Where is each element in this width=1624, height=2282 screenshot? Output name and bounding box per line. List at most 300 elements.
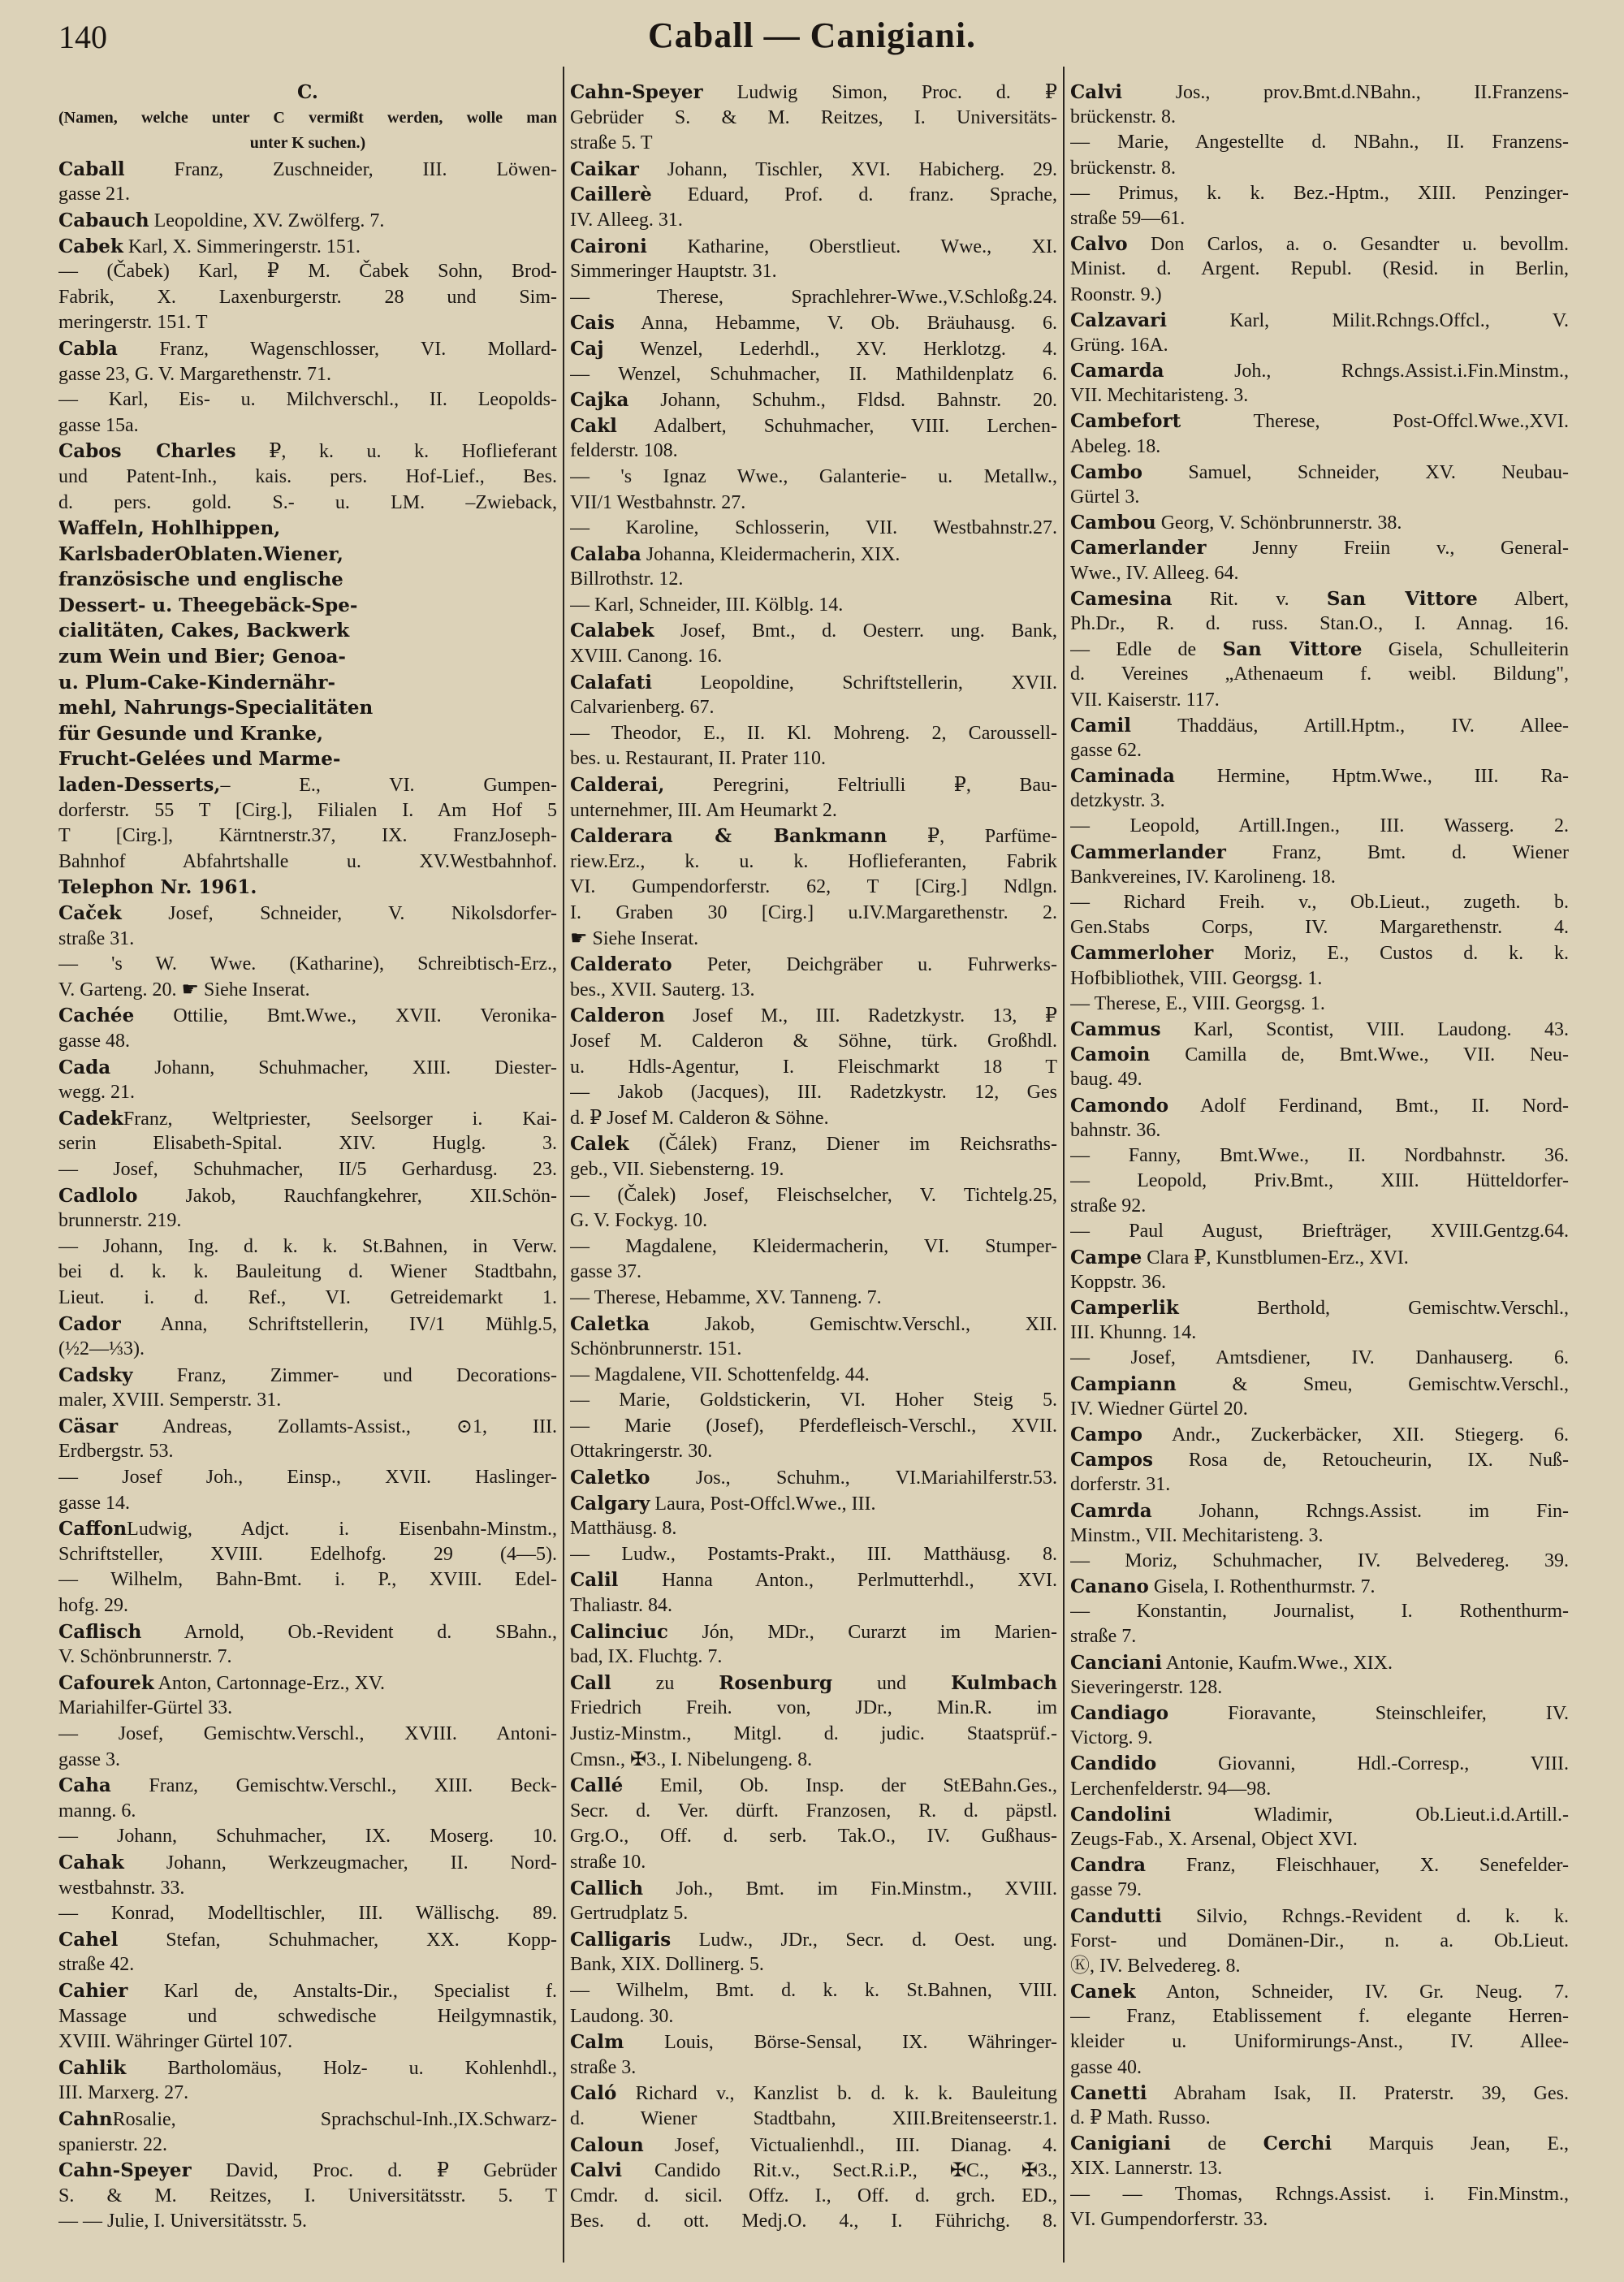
directory-line	[1070, 510, 1569, 535]
entry-name: Cafourek	[58, 1671, 154, 1694]
entry-name: Cabek	[58, 235, 123, 257]
directory-line	[1070, 1320, 1569, 1346]
entry-text: Jakob, Gemischtw.Verschl., XII.	[650, 1313, 1057, 1335]
directory-line	[58, 1234, 557, 1260]
entry-text: – E., VI. Gumpen-	[220, 775, 557, 797]
entry-text: Zeugs-Fab., X. Arsenal, Object XVI.	[1070, 1828, 1358, 1850]
entry-text: geb., VII. Siebensterng. 19.	[570, 1158, 784, 1180]
entry-text: Josef, Victualienhdl., III. Dianag. 4.	[643, 2134, 1057, 2156]
entry-name: Caha	[58, 1774, 111, 1797]
directory-line	[570, 901, 1057, 927]
entry-name: Canano	[1070, 1575, 1149, 1598]
directory-column-1	[58, 80, 557, 2235]
directory-line	[570, 336, 1057, 362]
entry-text: Louis, Börse-Sensal, IX. Währinger-	[624, 2032, 1057, 2054]
directory-line	[570, 1131, 1057, 1157]
directory-line	[570, 1414, 1057, 1440]
entry-name: Cahlik	[58, 2056, 127, 2079]
directory-line	[570, 2055, 1057, 2081]
directory-line	[58, 1748, 557, 1774]
directory-line	[1070, 1295, 1569, 1320]
directory-line	[570, 2158, 1057, 2184]
entry-text: — Leopold, Artill.Ingen., III. Wasserg. 2.	[1070, 815, 1569, 837]
directory-line	[58, 1183, 557, 1209]
entry-text: spanierstr. 22.	[58, 2133, 167, 2155]
entry-text: — (Čabek) Karl, ₽ M. Čabek Sohn, Brod-	[58, 261, 557, 283]
entry-name: Calvi	[1070, 81, 1123, 103]
directory-line	[1070, 2156, 1569, 2181]
directory-line	[58, 234, 557, 260]
directory-line	[1070, 612, 1569, 637]
entry-text: Marquis Jean, E.,	[1332, 2133, 1569, 2155]
entry-text: Bank, XIX. Dollinerg. 5.	[570, 1954, 764, 1976]
entry-text: unternehmer, III. Am Heumarkt 2.	[570, 799, 837, 821]
directory-line	[58, 1029, 557, 1055]
entry-text: — Ludw., Postamts-Prakt., III. Matthäusg. 8.	[570, 1543, 1057, 1565]
entry-text: Johann, Schuhm., Fldsd. Bahnstr. 20.	[628, 390, 1057, 412]
entry-text: — Richard Freih. v., Ob.Lieut., zugeth. b.	[1070, 892, 1569, 913]
directory-line	[570, 516, 1057, 542]
entry-text: Laura, Post-Offcl.Wwe., III.	[650, 1493, 876, 1515]
directory-line	[570, 1952, 1057, 1978]
entry-text: — Jakob (Jacques), III. Radetzkystr. 12, Ges	[570, 1082, 1057, 1104]
directory-line	[1070, 308, 1569, 333]
directory-line	[58, 1952, 557, 1978]
directory-line	[570, 285, 1057, 311]
entry-name: Cambou	[1070, 512, 1156, 534]
entry-name: Cahier	[58, 1979, 128, 2002]
entry-text: — Leopold, Priv.Bmt., XIII. Hütteldorfer-	[1070, 1170, 1569, 1192]
entry-text: — Wilhelm, Bahn-Bmt. i. P., XVIII. Edel-	[58, 1569, 557, 1591]
entry-text: dorferstr. 55 T [Cirg.], Filialen I. Am Hof 5	[58, 799, 557, 821]
entry-text: — Josef, Amtsdiener, IV. Danhauserg. 6.	[1070, 1347, 1569, 1369]
entry-name: Caminada	[1070, 765, 1175, 788]
directory-line	[570, 2081, 1057, 2107]
entry-text: — Magdalene, Kleidermacherin, VI. Stumper-	[570, 1235, 1057, 1257]
entry-text: serin Elisabeth-Spital. XIV. Huglg. 3.	[58, 1133, 557, 1155]
entry-text: — Marie, Angestellte d. NBahn., II. Franzens-	[1070, 132, 1569, 153]
directory-line	[58, 772, 557, 798]
entry-text: XIX. Lannerstr. 13.	[1070, 2158, 1223, 2180]
entry-text: — Edle de	[1070, 639, 1223, 661]
entry-text: Leopoldine, Schriftstellerin, XVII.	[652, 672, 1057, 694]
entry-text: — Therese, Hebamme, XV. Tanneng. 7.	[570, 1286, 882, 1308]
entry-text: gasse 79.	[1070, 1879, 1142, 1901]
directory-line	[1070, 1067, 1569, 1092]
directory-line	[58, 1670, 557, 1696]
entry-text: d. pers. gold. S.- u. LM. –Zwieback,	[58, 491, 557, 513]
entry-text: Antonie, Kaufm.Wwe., XIX.	[1162, 1652, 1393, 1674]
directory-line	[1070, 1979, 1569, 2004]
entry-text: Jenny Freiin v., General-	[1206, 538, 1569, 560]
entry-text: — Franz, Etablissement f. elegante Herren-	[1070, 2006, 1569, 2028]
entry-text: brückenstr. 8.	[1070, 106, 1176, 128]
entry-text: d. Vereines „Athenaeum f. weibl. Bildung",	[1070, 663, 1569, 685]
entry-name: Cakl	[570, 414, 617, 437]
directory-line	[58, 798, 557, 824]
directory-line	[1070, 637, 1569, 662]
directory-line	[58, 1593, 557, 1619]
directory-line	[1070, 460, 1569, 485]
entry-text: Hanna Anton., Perlmutterhdl., XVI.	[618, 1570, 1057, 1592]
entry-text: Minist. d. Argent. Republ. (Resid. in Berlin,	[1070, 258, 1569, 280]
entry-text: I. Graben 30 [Cirg.] u.IV.Margarethenstr. 2.	[570, 902, 1057, 923]
entry-name: Cahn-Speyer	[570, 81, 703, 103]
entry-name: Calaba	[570, 542, 641, 565]
entry-name: Calligaris	[570, 1928, 672, 1951]
directory-line	[1070, 485, 1569, 510]
entry-text: Anton, Schneider, IV. Gr. Neug. 7.	[1135, 1982, 1569, 2003]
directory-line	[58, 1516, 557, 1542]
entry-text: ₽, k. u. k. Hoflieferant	[235, 441, 557, 463]
directory-line	[58, 182, 557, 208]
entry-text: gasse 23, G. V. Margarethenstr. 71.	[58, 363, 331, 385]
entry-text: Therese, Post-Offcl.Wwe.,XVI.	[1181, 411, 1569, 433]
directory-line	[1070, 1397, 1569, 1422]
entry-text: bad, IX. Fluchtg. 7.	[570, 1646, 723, 1668]
entry-text: riew.Erz., k. u. k. Hoflieferanten, Fabrik	[570, 850, 1057, 872]
entry-text: — — Julie, I. Universitätsstr. 5.	[58, 2211, 307, 2232]
entry-text: Matthäusg. 8.	[570, 1518, 677, 1540]
directory-line	[570, 593, 1057, 619]
entry-text: — (Čalek) Josef, Fleischselcher, V. Tichtelg.25,	[570, 1184, 1057, 1206]
entry-text: Abraham Isak, II. Praterstr. 39, Ges.	[1147, 2082, 1569, 2104]
entry-text: u. Hdls-Agentur, I. Fleischmarkt 18 T	[570, 1056, 1057, 1078]
entry-text: Thaliastr. 84.	[570, 1595, 672, 1617]
directory-line	[570, 1286, 1057, 1312]
entry-name: Cammerloher	[1070, 942, 1214, 965]
entry-text: Johanna, Kleidermacherin, XIX.	[641, 543, 901, 565]
directory-line	[1070, 2055, 1569, 2081]
entry-name: Camesina	[1070, 587, 1173, 610]
directory-line	[58, 2184, 557, 2210]
directory-line	[1070, 1726, 1569, 1751]
directory-line	[570, 208, 1057, 234]
entry-name: Caillerè	[570, 184, 652, 206]
entry-text: Erdbergstr. 53.	[58, 1441, 174, 1463]
entry-name: französische und englische	[58, 568, 343, 591]
entry-text: — Moriz, Schuhmacher, IV. Belvedereg. 39.	[1070, 1549, 1569, 1571]
entry-text: Josef, Schneider, V. Nikolsdorfer-	[121, 903, 557, 924]
entry-text: — 's Ignaz Wwe., Galanterie- u. Metallw.,	[570, 465, 1057, 487]
entry-text: Sieveringerstr. 128.	[1070, 1676, 1223, 1698]
entry-name: u. Plum-Cake-Kindernähr-	[58, 671, 335, 694]
entry-text: Bartholomäus, Holz- u. Kohlenhdl.,	[126, 2057, 557, 2079]
entry-text: David, Proc. d. ₽ Gebrüder	[191, 2160, 557, 2182]
entry-text: — Marie, Goldstickerin, VI. Hoher Steig 5.	[570, 1390, 1057, 1411]
directory-line	[570, 182, 1057, 208]
entry-text: westbahnstr. 33.	[58, 1877, 185, 1899]
entry-name: Calvo	[1070, 233, 1128, 256]
entry-name: Calderai,	[570, 774, 665, 797]
directory-line	[58, 491, 557, 516]
entry-text: Andr., Zuckerbäcker, XII. Stiegerg. 6.	[1142, 1424, 1569, 1446]
entry-text: Samuel, Schneider, XV. Neubau-	[1142, 461, 1569, 483]
directory-line	[1070, 257, 1569, 282]
entry-text: Franz, Gemischtw.Verschl., XIII. Beck-	[110, 1775, 557, 1797]
entry-text: — Wenzel, Schuhmacher, II. Mathildenplatz 6.	[570, 363, 1057, 385]
entry-text: V. Garteng. 20. ☛ Siehe Inserat.	[58, 979, 310, 1001]
entry-name: Caloun	[570, 2133, 644, 2156]
entry-text: VI. Gumpendorferstr. 33.	[1070, 2208, 1268, 2230]
entry-text: VII. Kaiserstr. 117.	[1070, 689, 1220, 711]
entry-text: Laudong. 30.	[570, 2005, 674, 2027]
directory-line	[570, 1234, 1057, 1260]
entry-text: Rit. v.	[1172, 588, 1327, 610]
entry-text: Peregrini, Feltriulli ₽, Bau-	[664, 775, 1057, 797]
directory-line	[570, 310, 1057, 336]
entry-text: Simmeringer Hauptstr. 31.	[570, 261, 777, 283]
directory-line	[570, 1388, 1057, 1414]
entry-name: Cadsky	[58, 1364, 133, 1386]
entry-text: III. Marxerg. 27.	[58, 2082, 189, 2104]
directory-line	[570, 798, 1057, 824]
directory-line	[570, 542, 1057, 568]
entry-text: Gürtel 3.	[1070, 486, 1140, 508]
directory-line	[570, 1773, 1057, 1799]
entry-name: Cahn	[58, 2107, 113, 2130]
entry-name: Caikar	[570, 158, 639, 180]
directory-line	[570, 823, 1057, 849]
entry-name: Call	[570, 1671, 611, 1694]
entry-text: Gisela, Schulleiterin	[1362, 639, 1569, 661]
entry-text: straße 5. T	[570, 132, 653, 154]
directory-column-3	[1070, 80, 1569, 2232]
entry-text: (Namen, welche unter C vermißt werden, wolle man	[58, 108, 557, 127]
directory-line	[58, 1080, 557, 1106]
page-title: Caball — Canigiani.	[647, 15, 977, 55]
entry-text: — Wilhelm, Bmt. d. k. k. St.Bahnen, VIII.	[570, 1979, 1057, 2001]
entry-name: Candiago	[1070, 1702, 1169, 1724]
directory-line	[570, 439, 1057, 465]
entry-text: hofg. 29.	[58, 1595, 128, 1617]
entry-text: gasse 21.	[58, 184, 130, 205]
entry-name: Camoin	[1070, 1044, 1151, 1066]
entry-name: Callich	[570, 1877, 644, 1900]
directory-line	[570, 952, 1057, 978]
directory-line	[58, 1645, 557, 1670]
entry-name: Calderara & Bankmann	[570, 825, 888, 848]
entry-text: Minstm., VII. Mechitaristeng. 3.	[1070, 1524, 1324, 1546]
entry-text: Clara ₽, Kunstblumen-Erz., XVI.	[1142, 1247, 1409, 1268]
entry-text: gasse 48.	[58, 1030, 130, 1052]
entry-name: Candra	[1070, 1854, 1147, 1877]
entry-text: Andreas, Zollamts-Assist., ⊙1, III.	[118, 1415, 557, 1437]
entry-text: unter K suchen.)	[249, 134, 366, 153]
directory-line	[58, 131, 557, 157]
directory-line	[570, 362, 1057, 388]
directory-line	[58, 1722, 557, 1748]
entry-text: — — Thomas, Rchngs.Assist. i. Fin.Minstm.,	[1070, 2183, 1569, 2205]
entry-text: manng. 6.	[58, 1800, 136, 1822]
directory-line	[58, 413, 557, 439]
directory-line	[1070, 1929, 1569, 1954]
entry-name: Canetti	[1070, 2081, 1147, 2104]
directory-line	[58, 310, 557, 336]
entry-text: Joh., Rchngs.Assist.i.Fin.Minstm.,	[1164, 361, 1569, 382]
entry-text: Grg.O., Off. d. serb. Tak.O., IV. Gußhaus-	[570, 1826, 1057, 1848]
directory-line	[58, 1337, 557, 1363]
directory-line	[1070, 865, 1569, 890]
directory-line	[58, 618, 557, 644]
entry-text: Josef M., III. Radetzkystr. 13, ₽	[664, 1005, 1057, 1027]
entry-text: Moriz, E., Custos d. k. k.	[1213, 943, 1569, 965]
entry-text: — Primus, k. k. Bez.-Hptm., XIII. Penzinger-	[1070, 182, 1569, 204]
directory-line	[570, 1080, 1057, 1106]
entry-text: Wladimir, Ob.Lieut.i.d.Artill.-	[1171, 1804, 1569, 1826]
directory-line	[1070, 80, 1569, 105]
directory-line	[1070, 2029, 1569, 2055]
entry-name: Cammus	[1070, 1018, 1161, 1040]
entry-name: Caironi	[570, 235, 647, 257]
entry-text: Fabrik, X. Laxenburgerstr. 28 und Sim-	[58, 286, 557, 308]
entry-text: Victorg. 9.	[1070, 1727, 1153, 1749]
entry-text: Lerchenfelderstr. 94—98.	[1070, 1778, 1272, 1800]
directory-line	[570, 1567, 1057, 1593]
entry-name: Calil	[570, 1569, 619, 1592]
entry-text: — Konrad, Modelltischler, III. Wällischg. 89.	[58, 1903, 557, 1925]
directory-line	[570, 1106, 1057, 1132]
directory-line	[58, 823, 557, 849]
directory-line	[58, 439, 557, 465]
entry-text: Johann, Werkzeugmacher, II. Nord-	[123, 1852, 557, 1874]
directory-line	[1070, 2207, 1569, 2232]
entry-text: dorferstr. 31.	[1070, 1474, 1171, 1496]
directory-line	[1070, 1472, 1569, 1498]
directory-line	[570, 387, 1057, 413]
entry-text: straße 42.	[58, 1954, 135, 1976]
entry-text: kleider u. Uniformirungs-Anst., IV. Allee-	[1070, 2031, 1569, 2053]
directory-line	[58, 567, 557, 593]
entry-text: straße 59—61.	[1070, 207, 1186, 229]
directory-line	[58, 465, 557, 491]
directory-line	[58, 2029, 557, 2055]
directory-line	[58, 542, 557, 568]
directory-line	[1070, 763, 1569, 789]
entry-text: Bankvereines, IV. Karolineng. 18.	[1070, 866, 1336, 888]
directory-line	[1070, 1878, 1569, 1903]
directory-line	[1070, 1169, 1569, 1194]
entry-text: Anton, Cartonnage-Erz., XV.	[153, 1672, 386, 1694]
entry-name: Callé	[570, 1774, 624, 1797]
entry-text: Karl, X. Simmeringerstr. 151.	[123, 236, 361, 257]
entry-text: VII. Mechitaristeng. 3.	[1070, 385, 1249, 407]
directory-line	[58, 670, 557, 696]
directory-line	[58, 849, 557, 875]
entry-text: Georg, V. Schönbrunnerstr. 38.	[1155, 512, 1402, 534]
entry-text: — Josef, Gemischtw.Verschl., XVIII. Antoni-	[58, 1723, 557, 1744]
directory-line	[58, 106, 557, 132]
entry-name: Cajka	[570, 389, 629, 412]
entry-text: — 's W. Wwe. (Katharine), Schreibtisch-Erz.,	[58, 953, 557, 975]
directory-line	[570, 2029, 1057, 2055]
directory-line	[570, 644, 1057, 670]
directory-line	[58, 1773, 557, 1799]
directory-line	[58, 285, 557, 311]
entry-text: brunnerstr. 219.	[58, 1210, 182, 1232]
directory-line	[58, 1850, 557, 1876]
directory-line	[570, 721, 1057, 747]
entry-name: Calderato	[570, 953, 672, 976]
entry-text: d. ₽ Josef M. Calderon & Söhne.	[570, 1107, 829, 1129]
entry-text: Jos., Schuhm., VI.Mariahilferstr.53.	[650, 1467, 1057, 1489]
entry-name: Candolini	[1070, 1803, 1172, 1826]
directory-line	[58, 1876, 557, 1902]
entry-name: Cambefort	[1070, 410, 1181, 433]
entry-text: Stefan, Schuhmacher, XX. Kopp-	[118, 1929, 557, 1951]
entry-text: bes., XVII. Sauterg. 13.	[570, 979, 755, 1001]
directory-line	[58, 593, 557, 619]
directory-line	[570, 1465, 1057, 1491]
entry-text: Johann, Rchngs.Assist. im Fin-	[1151, 1500, 1569, 1522]
directory-line	[570, 1029, 1057, 1055]
directory-line	[58, 2055, 557, 2081]
entry-text: Don Carlos, a. o. Gesandter u. bevollm.	[1127, 234, 1569, 256]
directory-line	[58, 1696, 557, 1722]
entry-text: IV. Wiedner Gürtel 20.	[1070, 1398, 1248, 1420]
directory-line	[58, 721, 557, 747]
directory-line	[570, 413, 1057, 439]
entry-text: Billrothstr. 12.	[570, 568, 684, 590]
entry-text: Schriftsteller, XVIII. Edelhofg. 29 (4—5).	[58, 1543, 557, 1565]
directory-line	[1070, 1118, 1569, 1143]
entry-text: XVIII. Währinger Gürtel 107.	[58, 2031, 293, 2053]
entry-name: Cabla	[58, 337, 118, 360]
entry-text: maler, XVIII. Semperstr. 31.	[58, 1390, 282, 1411]
directory-line	[1070, 1904, 1569, 1929]
column-divider	[1063, 67, 1065, 2263]
entry-text: Jos., prov.Bmt.d.NBahn., II.Franzens-	[1122, 82, 1569, 103]
directory-line	[570, 772, 1057, 798]
entry-text: Wenzel, Lederhdl., XV. Herklotzg. 4.	[603, 338, 1057, 360]
directory-line	[1070, 231, 1569, 257]
entry-text: detzkystr. 3.	[1070, 790, 1165, 812]
entry-text: Bes. d. ott. Medj.O. 4., I. Führichg. 8.	[570, 2211, 1057, 2232]
entry-text: Eduard, Prof. d. franz. Sprache,	[651, 184, 1057, 206]
entry-name: Kulmbach	[951, 1671, 1057, 1694]
entry-text: Roonstr. 9.)	[1070, 283, 1162, 305]
directory-line	[1070, 561, 1569, 586]
entry-name: Frucht-Gelées und Marme-	[58, 748, 341, 771]
directory-line	[570, 1516, 1057, 1542]
directory-line	[58, 2107, 557, 2133]
entry-text: Arnold, Ob.-Revident d. SBahn.,	[141, 1621, 557, 1643]
directory-line	[1070, 408, 1569, 434]
directory-line	[58, 2004, 557, 2030]
directory-line	[1070, 2004, 1569, 2029]
directory-line	[1070, 890, 1569, 915]
directory-line	[58, 2133, 557, 2159]
directory-line	[1070, 814, 1569, 839]
entry-text: — Marie (Josef), Pferdefleisch-Verschl., XVII.	[570, 1415, 1057, 1437]
entry-name: Cais	[570, 312, 615, 335]
directory-line	[58, 1901, 557, 1927]
entry-text: Silvio, Rchngs.-Revident d. k. k.	[1161, 1905, 1569, 1927]
entry-name: Calek	[570, 1133, 629, 1156]
directory-line	[1070, 1852, 1569, 1878]
directory-line	[570, 1183, 1057, 1209]
entry-text: — Paul August, Briefträger, XVIII.Gentzg.64.	[1070, 1221, 1569, 1243]
entry-name: Campe	[1070, 1246, 1142, 1268]
entry-text: baug. 49.	[1070, 1069, 1142, 1091]
directory-line	[570, 1978, 1057, 2004]
entry-text: Anna, Hebamme, V. Ob. Bräuhausg. 6.	[614, 313, 1057, 335]
entry-name: Cadlolo	[58, 1184, 138, 1207]
entry-name: Calabek	[570, 620, 654, 642]
entry-text: straße 3.	[570, 2056, 637, 2078]
directory-line	[58, 208, 557, 234]
directory-line	[570, 157, 1057, 183]
